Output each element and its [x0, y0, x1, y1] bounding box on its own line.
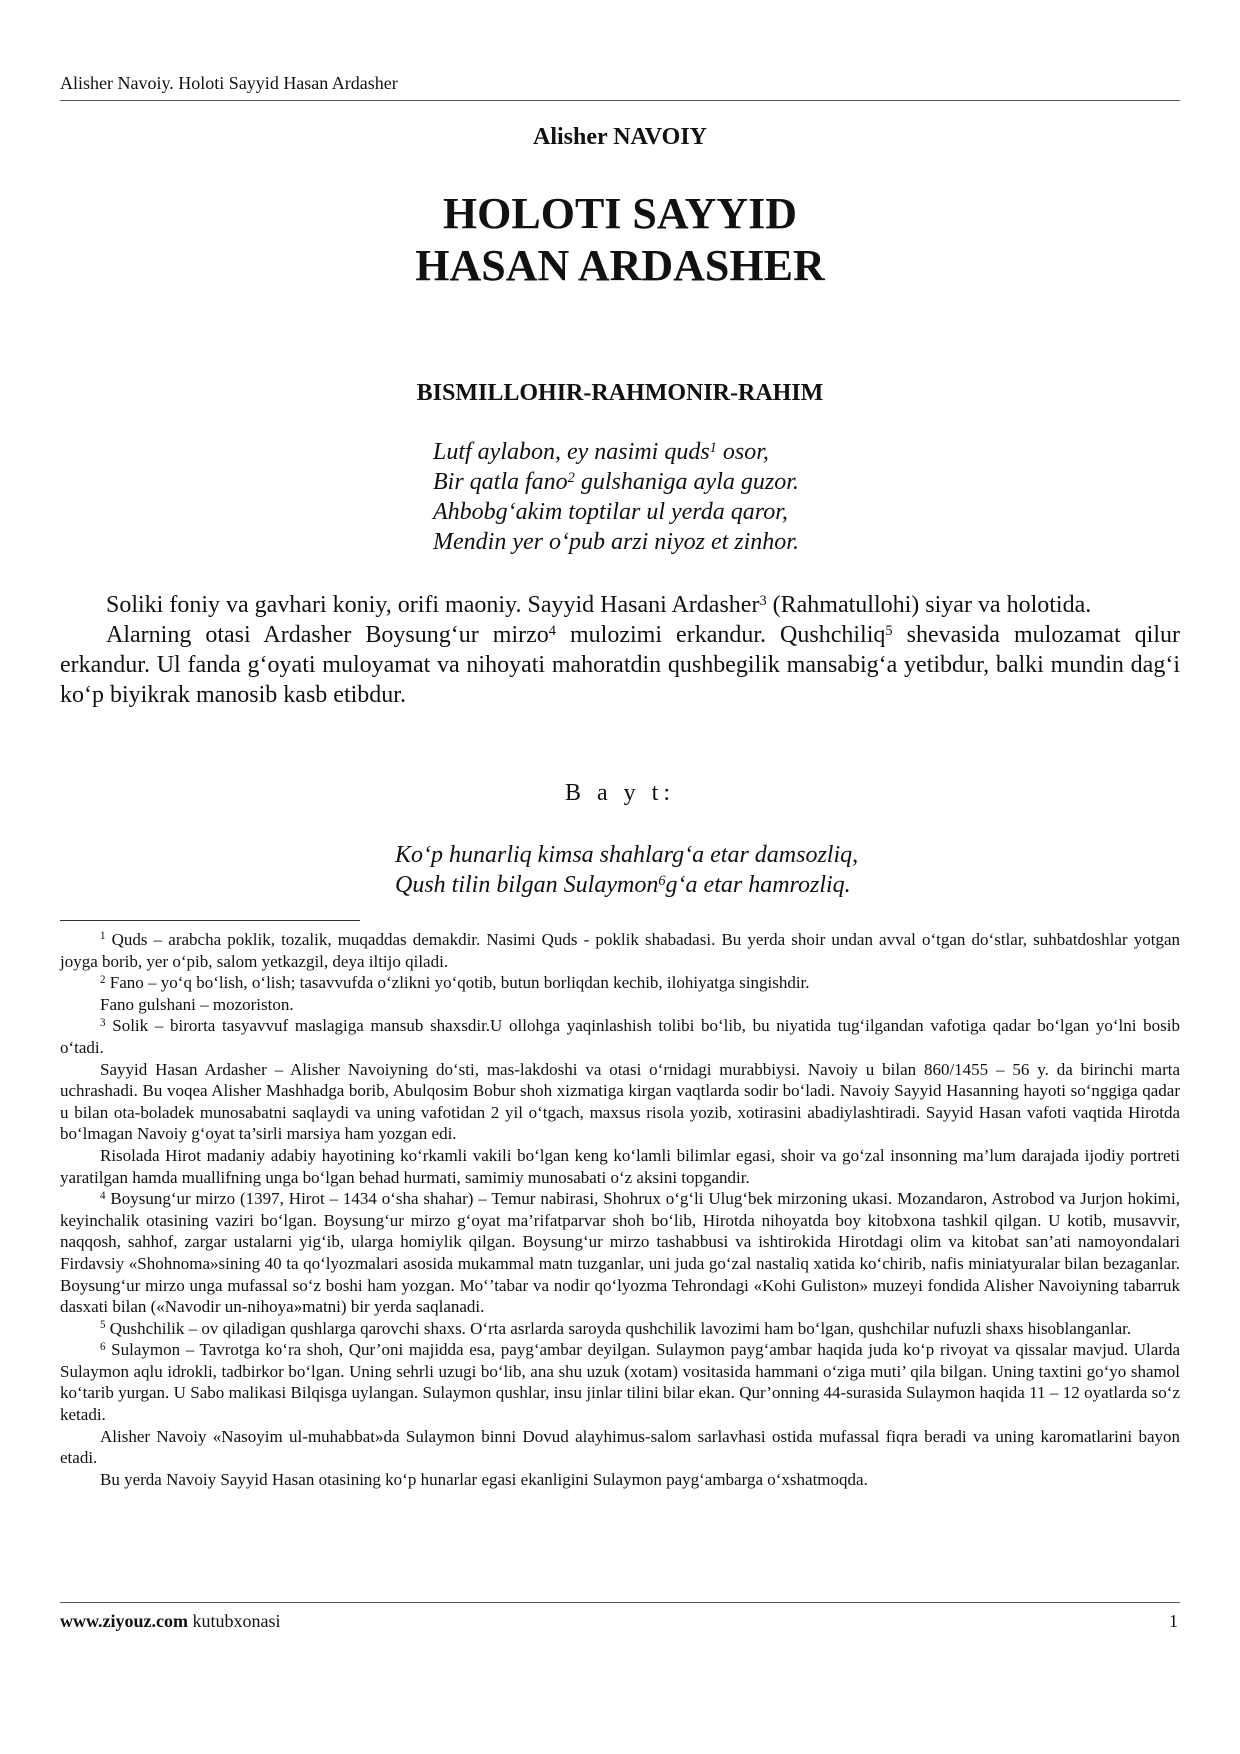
footnote-ref[interactable]: 5: [885, 622, 893, 639]
title-line-2: HASAN ARDASHER: [415, 241, 825, 290]
verse-text: gulshaniga ayla guzor.: [574, 469, 799, 495]
basmala-heading: BISMILLOHIR-RAHMONIR-RAHIM: [416, 380, 824, 406]
paragraph-text: Alarning otasi Ardasher Boysung‘ur mirzo: [106, 622, 549, 648]
verse-line: [433, 467, 799, 497]
footnote-number: 5: [100, 1319, 106, 1332]
opening-verse: [433, 437, 799, 557]
footnote-text: Solik – birorta tasyavvuf maslagiga mansub shaxsdir.U ollohga yaqinlashish tolibi bo‘lib, bu niyatida tug‘ilgandan vafotiga qadar bo‘lgan yo‘lni bosib o‘tadi.: [60, 1016, 1180, 1057]
footnote-continuation: Sayyid Hasan Ardasher – Alisher Navoiyning do‘sti, mas-lakdoshi va otasi o‘rnidagi murabbiysi. Navoiy u bilan 860/1455 – 56 y. da birinchi marta uchrashadi. Bu voqea Alisher Mashhadga borib, Abulqosim Bobur shoh xizmatiga kirgan vaqtlarda sodir bo‘ladi. Navoiy Sayyid Hasanning hayoti so‘nggiga qadar u bilan ota-boladek munosabatni saqlaydi va uning vafotidan 2 yil o‘tgach, maxsus risola yozib, xotirasini abadiylashtiradi. Sayyid Hasan vafoti vaqtida Hirotda bo‘lmagan Navoiy g‘oyat ta’sirli marsiya ham yozgan edi.: [60, 1059, 1180, 1144]
paragraph-text: (Rahmatullohi) siyar va holotida.: [766, 592, 1092, 618]
running-header: Alisher Navoiy. Holoti Sayyid Hasan Ardasher: [60, 72, 1180, 101]
verse-line: Ahbobg‘akim toptilar ul yerda qaror,: [433, 499, 788, 525]
verse-text: Bir qatla fano: [433, 469, 568, 495]
footnote: [60, 972, 1180, 994]
footnote-ref[interactable]: 2: [567, 469, 575, 486]
paragraph-text: Soliki foniy va gavhari koniy, orifi maoniy. Sayyid Hasani Ardasher: [106, 592, 760, 618]
paragraph: [60, 620, 1180, 710]
footnote-ref[interactable]: 4: [548, 622, 556, 639]
footnote-number: 4: [100, 1189, 106, 1202]
paragraph-text: mulozimi erkandur. Qushchiliq: [555, 622, 886, 648]
paragraph-text: shevasida mulozamat qilur erkandur. Ul fanda g‘oyati muloyamat va nihoyati mahoratdin qushbegilik mansabig‘a yetibdur, balki mundin dag‘i ko‘p biyikrak manosib kasb etibdur.: [60, 622, 1180, 708]
page-footer: [60, 1602, 1180, 1632]
footnote-text: Quds – arabcha poklik, tozalik, muqaddas demakdir. Nasimi Quds - poklik shabadasi. Bu yerda shoir undan avval o‘tgan do‘stlar, suhbatdoshlar yotgan joyga borib, yer o‘pib, salom yetkazgil, deya iltijo qiladi.: [60, 930, 1180, 971]
document-page: [60, 0, 1180, 1754]
body-text: [60, 590, 1180, 710]
verse-text: osor,: [716, 439, 769, 465]
footnote-continuation: Bu yerda Navoiy Sayyid Hasan otasining ko‘p hunarlar egasi ekanligini Sulaymon payg‘ambarga o‘xshatmoqda.: [100, 1469, 868, 1489]
footnote-divider: [60, 920, 360, 921]
page-title: [60, 188, 1180, 292]
footnote: [60, 1339, 1180, 1425]
footnote-continuation: Alisher Navoiy «Nasoyim ul-muhabbat»da Sulaymon binni Dovud alayhimus-salom sarlavhasi ostida mufassal fiqra beradi va uning karomatlarini bayon etadi.: [60, 1426, 1180, 1468]
footnote-number: 1: [100, 930, 106, 943]
title-line-1: HOLOTI SAYYID: [442, 189, 798, 238]
footnote-text: Qushchilik – ov qiladigan qushlarga qarovchi shaxs. O‘rta asrlarda saroyda qushchilik lavozimi ham bo‘lgan, qushchilar nufuzli shaxs hisoblanganlar.: [105, 1318, 1132, 1338]
footnote: [60, 1188, 1180, 1318]
footnote-ref[interactable]: 3: [759, 592, 767, 609]
site-link[interactable]: www.ziyouz.com: [60, 1611, 188, 1631]
verse-text: Qush tilin bilgan Sulaymon: [395, 872, 659, 898]
verse-line: Ko‘p hunarliq kimsa shahlarg‘a etar damsozliq,: [395, 842, 859, 868]
footnote: [60, 929, 1180, 972]
footnote-text: Fano – yo‘q bo‘lish, o‘lish; tasavvufda o‘zlikni yo‘qotib, butun borliqdan kechib, ilohiyatga singishdir.: [105, 973, 810, 993]
footnotes: [60, 929, 1180, 1490]
footnote-text: Sulaymon – Tavrotga ko‘ra shoh, Qur’oni majidda esa, payg‘ambar deyilgan. Sulaymon payg‘ambar haqida juda ko‘p rivoyat va qissalar mavjud. Ularda Sulaymon aqlu idrokli, tadbirkor bo‘lgan. Uning sehrli uzugi bo‘lib, ana shu uzuk (xotam) vositasida hammani o‘ziga muti’ qila bilgan. Uning taxtini go‘yo shamol ko‘tarib yurgan. U Sabo malikasi Bilqisga uylangan. Sulaymon qushlar, insu jinlar tilini bilar ekan. Qur’onning 44-surasida Sulaymon haqida 11 – 12 oyatlarda so‘z ketadi.: [60, 1340, 1180, 1425]
footnote-ref[interactable]: 1: [709, 439, 717, 456]
verse-line: [395, 870, 858, 900]
footnote: [60, 1015, 1180, 1058]
verse-line: [433, 437, 799, 467]
footnote-ref[interactable]: 6: [658, 872, 666, 889]
footnote-number: 2: [100, 973, 106, 986]
verse-line: Mendin yer o‘pub arzi niyoz et zinhor.: [433, 529, 799, 555]
paragraph: [60, 590, 1180, 620]
library-label: kutubxonasi: [187, 1611, 281, 1631]
footnote-continuation: Fano gulshani – mozoriston.: [100, 994, 294, 1014]
footnote: [60, 1318, 1180, 1340]
bayt-label: B a y t:: [565, 780, 675, 806]
footnote-continuation: Risolada Hirot madaniy adabiy hayotining ko‘rkamli vakili bo‘lgan keng ko‘lamli bilimlar egasi, shoir va go‘zal insonning ma’lum darajada ijodiy portreti yaratilgan hamda muallifning unga bo‘lgan behad hurmati, samimiy munosabati o‘z aksini topgandir.: [60, 1145, 1180, 1187]
footnote-number: 3: [100, 1016, 106, 1029]
verse-text: Lutf aylabon, ey nasimi quds: [433, 439, 710, 465]
footnote-text: Boysung‘ur mirzo (1397, Hirot – 1434 o‘sha shahar) – Temur nabirasi, Shohrux o‘g‘li Ulug‘bek mirzoning ukasi. Mozandaron, Astrobod va Jurjon hokimi, keyinchalik otasining vaziri bo‘lgan. Boysung‘ur mirzo g‘oyat ma’rifatparvar shoh bo‘lib, Hirotda nihoyatda boy kitobxona tashkil qilgan. U kotib, musavvir, naqqosh, sahhof, zargar ustalarni yig‘ib, ularga homiylik qilgan. Boysung‘ur mirzo tashabbusi va ishtirokida Hirotdagi olim va kitobat san’ati namoyondalari Firdavsiy «Shohnoma»sining 40 ta qo‘lyozmalari asosida mukammal matn tuzganlar, uni juda go‘zal nastaliq xatida ko‘chirib, nafis miniatyuralar bilan bezaganlar. Boysung‘ur mirzo unga mufassal so‘z boshi ham yozgan. Mo‘’tabar va nodir qo‘lyozma Tehrondagi «Kohi Guliston» muzeyi fondida Alisher Navoiyning tabarruk dasxati bilan («Navodir un-nihoya»matni) bir yerda saqlanadi.: [60, 1189, 1180, 1317]
author-name: Alisher NAVOIY: [533, 124, 707, 150]
footnote-number: 6: [100, 1340, 106, 1353]
verse-text: g‘a etar hamrozliq.: [665, 872, 851, 898]
bayt-verse: [395, 840, 858, 900]
page-number: 1: [1169, 1611, 1178, 1631]
